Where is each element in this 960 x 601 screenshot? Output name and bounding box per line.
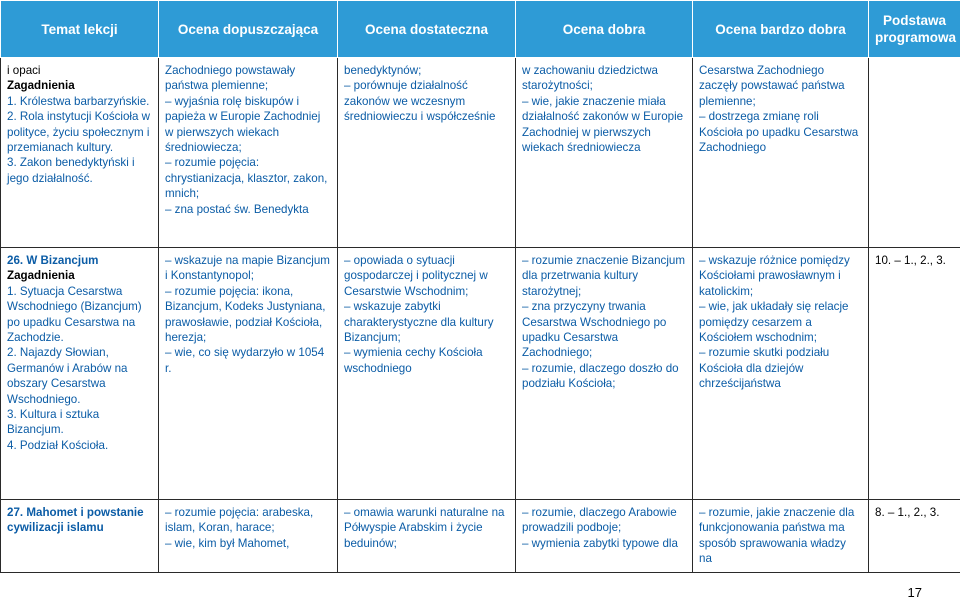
table-row bbox=[1, 248, 960, 500]
grade-3-cell bbox=[338, 58, 516, 248]
grade-5-text: Cesarstwa Zachodniego zaczęły powstawać państwa plemienne; – dostrzega zmianę roli Kościoła po upadku Cesarstwa Zachodniego bbox=[699, 64, 859, 155]
grade-4-cell bbox=[516, 500, 693, 573]
grade-5-text: – rozumie, jakie znaczenie dla funkcjonowania państwa ma sposób sprawowania władzy na bbox=[699, 506, 855, 566]
grade-5-text: – wskazuje różnice pomiędzy Kościołami prawosławnym i katolickim; – wie, jak układały się relacje pomiędzy cesarzem a Kościołem wschodnim; – rozumie skutki podziału Kościoła dla dziejów chrześcijaństwa bbox=[699, 254, 850, 391]
grade-3-cell bbox=[338, 500, 516, 573]
grade-5-cell bbox=[693, 248, 869, 500]
topic-items: 1. Sytuacja Cesarstwa Wschodniego (Bizancjum) po upadku Cesarstwa na Zachodzie. 2. Najazdy Słowian, Germanów i Arabów na obszary Cesarstwa Wschodniego. 3. Kultura i sztuka Bizancjum. 4. Podział Kościoła. bbox=[7, 284, 142, 452]
topic-items: 1. Królestwa barbarzyńskie. 2. Rola instytucji Kościoła w polityce, życiu społecznym i przemianach kultury. 3. Zakon benedyktyński i jego działalność. bbox=[7, 94, 151, 185]
grade-2-text: Zachodniego powstawały państwa plemienne; – wyjaśnia rolę biskupów i papieża w Europie Zachodniej w pierwszych wiekach średniowiecza; – rozumie pojęcia: chrystianizacja, klasztor, zakon, mnich; – zna postać św. Benedykta bbox=[165, 64, 328, 216]
table-row bbox=[1, 58, 960, 248]
header-topic: Temat lekcji bbox=[1, 1, 159, 58]
grade-2-text: – wskazuje na mapie Bizancjum i Konstantynopol; – rozumie pojęcia: ikona, Bizancjum, Kodeks Justyniana, prawosławie, podział Kościoła, herezja; – wie, co się wydarzyło w 1054 r. bbox=[165, 254, 330, 375]
header-grade-3: Ocena dostateczna bbox=[338, 1, 516, 58]
grade-5-cell bbox=[693, 58, 869, 248]
topic-continuation: i opaci bbox=[7, 64, 41, 77]
grade-2-cell bbox=[159, 500, 338, 573]
grade-3-cell bbox=[338, 248, 516, 500]
curriculum-text: 10. – 1., 2., 3. bbox=[875, 254, 946, 267]
curriculum-cell bbox=[869, 248, 960, 500]
header-grade-2: Ocena dopuszczająca bbox=[159, 1, 338, 58]
grade-4-text: – rozumie, dlaczego Arabowie prowadzili podboje; – wymienia zabytki typowe dla bbox=[522, 506, 678, 550]
topic-title: 26. W Bizancjum bbox=[7, 254, 99, 267]
grade-3-text: – opowiada o sytuacji gospodarczej i politycznej w Cesarstwie Wschodnim; – wskazuje zabytki charakterystyczne dla kultury Bizancjum; – wymienia cechy Kościoła wschodniego bbox=[344, 254, 494, 375]
page-number: 17 bbox=[907, 585, 922, 600]
grade-2-cell bbox=[159, 58, 338, 248]
grade-4-text: – rozumie znaczenie Bizancjum dla przetrwania kultury starożytnej; – zna przyczyny trwania Cesarstwa Wschodniego po upadku Cesarstwa Zachodniego; – rozumie, dlaczego doszło do podziału Kościoła; bbox=[522, 254, 686, 391]
header-grade-5: Ocena bardzo dobra bbox=[693, 1, 869, 58]
header-grade-4: Ocena dobra bbox=[516, 1, 693, 58]
grade-3-text: – omawia warunki naturalne na Półwyspie Arabskim i życie beduinów; bbox=[344, 506, 505, 550]
grade-4-text: w zachowaniu dziedzictwa starożytności; – wie, jakie znaczenie miała działalność zakonów w Europie Zachodniej w pierwszych wiekach średniowiecza bbox=[522, 64, 684, 155]
topic-cell bbox=[1, 500, 159, 573]
table-row bbox=[1, 500, 960, 573]
curriculum-text: 8. – 1., 2., 3. bbox=[875, 506, 940, 519]
topic-subheading: Zagadnienia bbox=[7, 79, 75, 93]
curriculum-cell bbox=[869, 58, 960, 248]
grade-4-cell bbox=[516, 248, 693, 500]
header-curriculum: Podstawa programowa bbox=[869, 1, 960, 58]
grade-2-cell bbox=[159, 248, 338, 500]
grade-4-cell bbox=[516, 58, 693, 248]
curriculum-cell bbox=[869, 500, 960, 573]
grade-3-text: benedyktynów; – porównuje działalność zakonów we wczesnym średniowieczu i współcześnie bbox=[344, 64, 496, 124]
header-row bbox=[1, 1, 960, 58]
grade-5-cell bbox=[693, 500, 869, 573]
topic-cell bbox=[1, 248, 159, 500]
topic-title: 27. Mahomet i powstanie cywilizacji islamu bbox=[7, 506, 144, 535]
topic-subheading: Zagadnienia bbox=[7, 269, 75, 283]
grade-2-text: – rozumie pojęcia: arabeska, islam, Koran, harace; – wie, kim był Mahomet, bbox=[165, 506, 314, 550]
topic-cell bbox=[1, 58, 159, 248]
